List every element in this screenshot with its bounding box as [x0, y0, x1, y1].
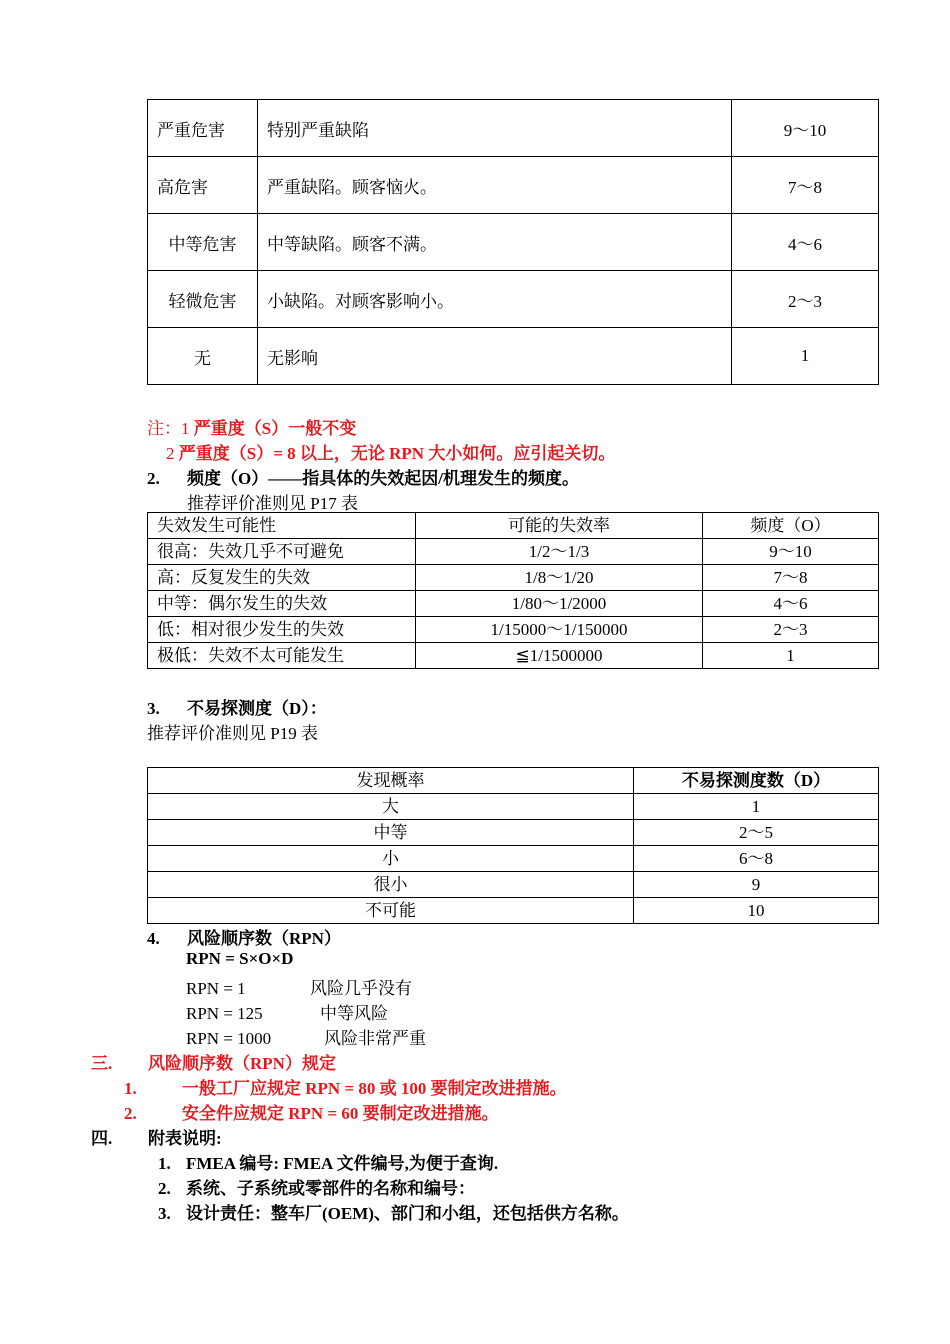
- note-2-text: 严重度（S）= 8 以上，无论 RPN 大小如何。应引起关切。: [178, 444, 616, 463]
- item-number: 1.: [124, 1079, 137, 1098]
- probability-cell: 不可能: [148, 898, 634, 924]
- score-cell: 4～6: [703, 591, 879, 617]
- note-line-2: [166, 439, 615, 464]
- rpn-item: [186, 1024, 426, 1049]
- probability-cell: 大: [148, 794, 634, 820]
- severity-desc: 特别严重缺陷: [258, 100, 732, 157]
- section-3-ref: 推荐评价准则见 P19 表: [147, 724, 318, 743]
- table-row: [148, 328, 879, 385]
- score-cell: 7～8: [703, 565, 879, 591]
- table-row: [148, 214, 879, 271]
- table-row: [148, 898, 879, 924]
- severity-level: 轻微危害: [148, 271, 258, 328]
- probability-cell: 小: [148, 846, 634, 872]
- score-cell: 2～3: [703, 617, 879, 643]
- section-number: 2.: [147, 469, 160, 488]
- item-number: 2.: [158, 1179, 171, 1198]
- item-number: 2.: [124, 1104, 137, 1123]
- probability-cell: 中等: [148, 820, 634, 846]
- score-cell: 1: [634, 794, 879, 820]
- rpn-value: RPN = 1: [186, 979, 246, 998]
- table-row: [148, 794, 879, 820]
- rate-cell: 1/80～1/2000: [416, 591, 703, 617]
- rpn-desc: 中等风险: [320, 1004, 388, 1023]
- part-number: 四.: [91, 1129, 113, 1148]
- note-2-prefix: 2: [166, 444, 179, 463]
- rpn-formula: RPN = S×O×D: [186, 949, 294, 968]
- part-number: 三.: [91, 1054, 113, 1073]
- rpn-item: [186, 974, 412, 999]
- item-text: 一般工厂应规定 RPN = 80 或 100 要制定改进措施。: [182, 1079, 567, 1098]
- item-number: 1.: [158, 1154, 171, 1173]
- score-cell: 9: [634, 872, 879, 898]
- part-3-heading: [91, 1049, 336, 1074]
- part-4-item: [158, 1199, 629, 1224]
- section-4-heading: [147, 924, 341, 949]
- table-header-row: [148, 768, 879, 794]
- likelihood-cell: 极低：失效不太可能发生: [148, 643, 416, 669]
- score-cell: 9～10: [703, 539, 879, 565]
- severity-range: 1: [732, 328, 879, 385]
- rpn-value: RPN = 125: [186, 1004, 263, 1023]
- note-1-prefix: 注：1: [147, 419, 194, 438]
- part-title: 附表说明:: [148, 1129, 222, 1148]
- rpn-desc: 风险非常严重: [324, 1029, 426, 1048]
- note-line-1: [147, 414, 356, 439]
- severity-range: 9～10: [732, 100, 879, 157]
- severity-desc: 中等缺陷。顾客不满。: [258, 214, 732, 271]
- table-row: [148, 617, 879, 643]
- score-cell: 1: [703, 643, 879, 669]
- item-text: 系统、子系统或零部件的名称和编号：: [186, 1179, 475, 1198]
- item-text: FMEA 编号: FMEA 文件编号,为便于查询.: [186, 1154, 499, 1173]
- rpn-desc: 风险几乎没有: [310, 979, 412, 998]
- table-row: [148, 565, 879, 591]
- column-header: 发现概率: [148, 768, 634, 794]
- severity-range: 7～8: [732, 157, 879, 214]
- part-3-item: [124, 1099, 499, 1124]
- table-row: [148, 872, 879, 898]
- severity-desc: 小缺陷。对顾客影响小。: [258, 271, 732, 328]
- likelihood-cell: 高：反复发生的失效: [148, 565, 416, 591]
- table-row: [148, 820, 879, 846]
- note-1-text: 严重度（S）一般不变: [193, 419, 357, 438]
- score-cell: 10: [634, 898, 879, 924]
- severity-level: 严重危害: [148, 100, 258, 157]
- part-4-item: [158, 1149, 498, 1174]
- rate-cell: 1/2～1/3: [416, 539, 703, 565]
- score-cell: 6～8: [634, 846, 879, 872]
- severity-level: 无: [148, 328, 258, 385]
- table-row: [148, 100, 879, 157]
- severity-range: 2～3: [732, 271, 879, 328]
- likelihood-cell: 很高：失效几乎不可避免: [148, 539, 416, 565]
- column-header: 可能的失效率: [416, 513, 703, 539]
- item-text: 设计责任：整车厂(OEM)、部门和小组，还包括供方名称。: [186, 1204, 629, 1223]
- rpn-value: RPN = 1000: [186, 1029, 272, 1048]
- severity-desc: 严重缺陷。顾客恼火。: [258, 157, 732, 214]
- detection-table: [147, 767, 879, 924]
- section-number: 3.: [147, 699, 160, 718]
- table-row: [148, 643, 879, 669]
- section-2-ref: 推荐评价准则见 P17 表: [187, 494, 358, 513]
- item-text: 安全件应规定 RPN = 60 要制定改进措施。: [182, 1104, 499, 1123]
- rpn-item: [186, 999, 388, 1024]
- column-header: 不易探测度数（D）: [634, 768, 879, 794]
- rate-cell: ≦1/1500000: [416, 643, 703, 669]
- rate-cell: 1/15000～1/150000: [416, 617, 703, 643]
- likelihood-cell: 低：相对很少发生的失效: [148, 617, 416, 643]
- severity-level: 高危害: [148, 157, 258, 214]
- section-title: 风险顺序数（RPN）: [187, 929, 341, 948]
- item-number: 3.: [158, 1204, 171, 1223]
- likelihood-cell: 中等：偶尔发生的失效: [148, 591, 416, 617]
- severity-desc: 无影响: [258, 328, 732, 385]
- table-row: [148, 591, 879, 617]
- table-header-row: [148, 513, 879, 539]
- section-2-heading: [147, 464, 579, 489]
- severity-table: [147, 99, 879, 385]
- section-3-heading: [147, 694, 327, 719]
- part-3-item: [124, 1074, 567, 1099]
- section-title: 频度（O）——指具体的失效起因/机理发生的频度。: [187, 469, 579, 488]
- severity-range: 4～6: [732, 214, 879, 271]
- table-row: [148, 846, 879, 872]
- part-title: 风险顺序数（RPN）规定: [148, 1054, 336, 1073]
- column-header: 频度（O）: [703, 513, 879, 539]
- occurrence-table: [147, 512, 879, 669]
- severity-level: 中等危害: [148, 214, 258, 271]
- table-row: [148, 539, 879, 565]
- table-row: [148, 157, 879, 214]
- section-title: 不易探测度（D）：: [187, 699, 327, 718]
- rate-cell: 1/8～1/20: [416, 565, 703, 591]
- probability-cell: 很小: [148, 872, 634, 898]
- part-4-item: [158, 1174, 475, 1199]
- part-4-heading: [91, 1124, 222, 1149]
- section-number: 4.: [147, 929, 160, 948]
- table-row: [148, 271, 879, 328]
- score-cell: 2～5: [634, 820, 879, 846]
- column-header: 失效发生可能性: [148, 513, 416, 539]
